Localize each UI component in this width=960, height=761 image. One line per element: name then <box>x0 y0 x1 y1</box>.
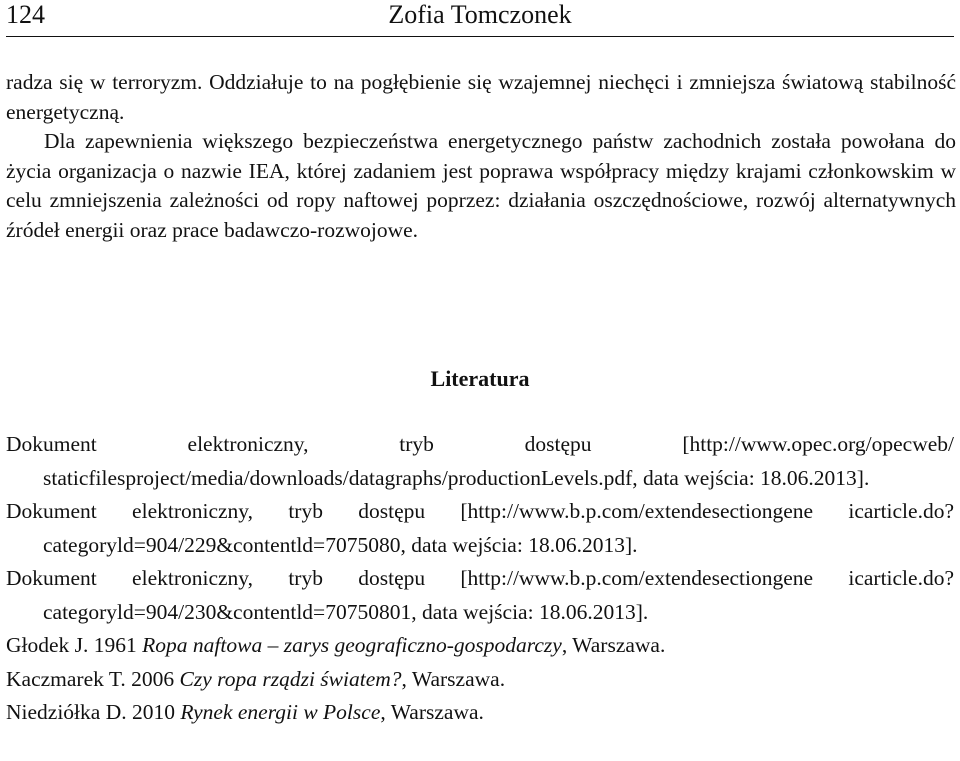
reference-place: , Warszawa. <box>401 666 506 691</box>
reference-author-year: Kaczmarek T. 2006 <box>6 666 180 691</box>
body-text <box>6 68 956 245</box>
reference-author-year: Niedziółka D. 2010 <box>6 700 181 724</box>
literature-heading: Literatura <box>430 366 530 391</box>
reference-item: Dokument elektroniczny, tryb dostępu [http://www.b.p.com/extendesectiongene icarticle.do?categoryld=904/229&contentld=7075080, data wejścia: 18.06.2013]. <box>6 499 954 557</box>
reference-title: Ropa naftowa – zarys geograficzno-gospodarczy <box>142 633 562 657</box>
reference-item <box>6 629 954 663</box>
paragraph-iea: Dla zapewnienia większego bezpieczeństwa energetycznego państw zachodnich została powołana do życia organizacja o nazwie IEA, której zadaniem jest poprawa współpracy między krajami członkowskim w celu zmniejszenia zależności od ropy naftowej poprzez: działania oszczędnościowe, rozwój alternatywnych źródeł energii oraz prace badawczo-rozwojowe. <box>6 129 956 242</box>
reference-place: , Warszawa. <box>561 633 666 657</box>
reference-author-year: Głodek J. 1961 <box>6 633 143 657</box>
reference-place: , Warszawa. <box>380 700 484 724</box>
reference-title: Rynek energii w Polsce <box>180 700 381 724</box>
paragraph-continuation: radza się w terroryzm. Oddziałuje to na pogłębienie się wzajemnej niechęci i zmniejsza światową stabilność energetyczną. <box>6 70 956 124</box>
running-title-author: Zofia Tomczonek <box>388 0 572 29</box>
page-number: 124 <box>6 0 45 29</box>
reference-item: Dokument elektroniczny, tryb dostępu [http://www.opec.org/opecweb/ staticfilesproject/media/downloads/datagraphs/productionLevels.pdf, data wejścia: 18.06.2013]. <box>6 432 954 490</box>
reference-list <box>6 428 954 730</box>
reference-title: Czy ropa rządzi światem? <box>179 666 402 691</box>
reference-item <box>6 696 954 730</box>
reference-item: Dokument elektroniczny, tryb dostępu [http://www.b.p.com/extendesectiongene icarticle.do?categoryld=904/230&contentld=70750801, data wejścia: 18.06.2013]. <box>6 566 954 624</box>
running-header <box>6 0 954 37</box>
reference-item <box>6 663 954 697</box>
